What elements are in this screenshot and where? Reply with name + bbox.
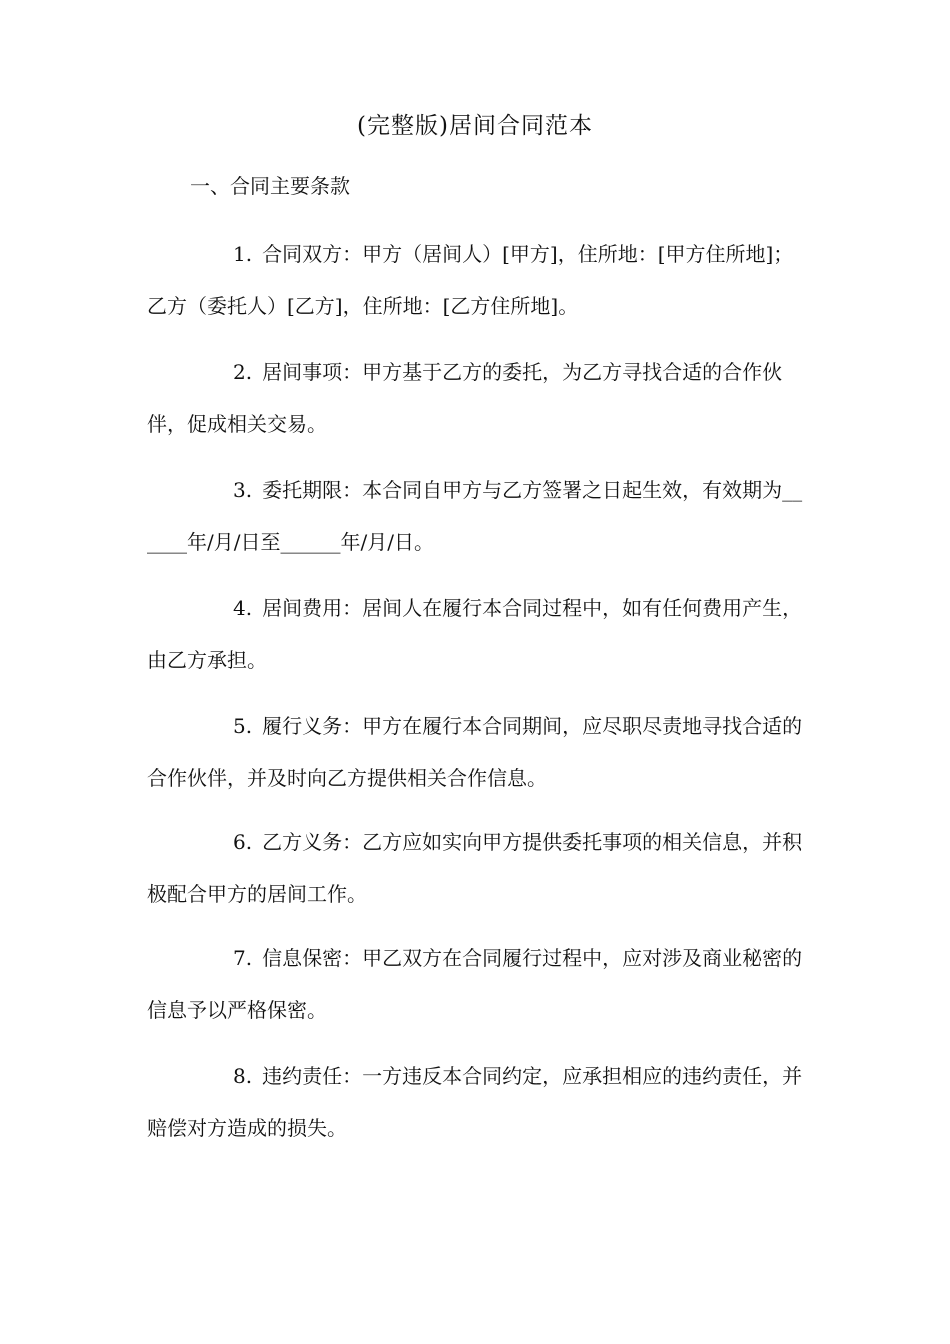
clause-number: 3.: [233, 478, 253, 502]
clause-number: 7.: [233, 946, 253, 970]
clause-text: 委托期限：本合同自甲方与乙方签署之日起生效，有效期为______年/月/日至______年/月/日。: [147, 478, 803, 554]
section-heading: 一、合同主要条款: [190, 174, 350, 198]
clause-number: 8.: [233, 1064, 253, 1088]
clause-text: 居间费用：居间人在履行本合同过程中，如有任何费用产生，由乙方承担。: [147, 596, 803, 672]
clause-number: 4.: [233, 596, 253, 620]
clause-3: [147, 464, 807, 568]
clause-text: 履行义务：甲方在履行本合同期间，应尽职尽责地寻找合适的合作伙伴，并及时向乙方提供相关合作信息。: [147, 714, 803, 790]
clause-5: [147, 700, 807, 804]
clause-4: [147, 582, 807, 686]
document-title: (完整版)居间合同范本: [357, 113, 593, 139]
clause-8: [147, 1050, 807, 1154]
clause-number: 5.: [233, 714, 253, 738]
clause-number: 2.: [233, 360, 253, 384]
clause-number: 6.: [233, 830, 253, 854]
clause-number: 1.: [233, 242, 253, 266]
clause-text: 居间事项：甲方基于乙方的委托，为乙方寻找合适的合作伙伴，促成相关交易。: [147, 360, 783, 436]
clause-text: 违约责任：一方违反本合同约定，应承担相应的违约责任，并赔偿对方造成的损失。: [147, 1064, 803, 1140]
clause-text: 信息保密：甲乙双方在合同履行过程中，应对涉及商业秘密的信息予以严格保密。: [147, 946, 803, 1022]
clause-2: [147, 346, 807, 450]
clause-6: [147, 816, 807, 920]
clause-text: 乙方义务：乙方应如实向甲方提供委托事项的相关信息，并积极配合甲方的居间工作。: [147, 830, 803, 906]
clause-7: [147, 932, 807, 1036]
clause-text: 合同双方：甲方（居间人）[甲方]，住所地：[甲方住所地]；乙方（委托人）[乙方]，住所地：[乙方住所地]。: [147, 242, 794, 318]
clause-1: [147, 228, 807, 332]
